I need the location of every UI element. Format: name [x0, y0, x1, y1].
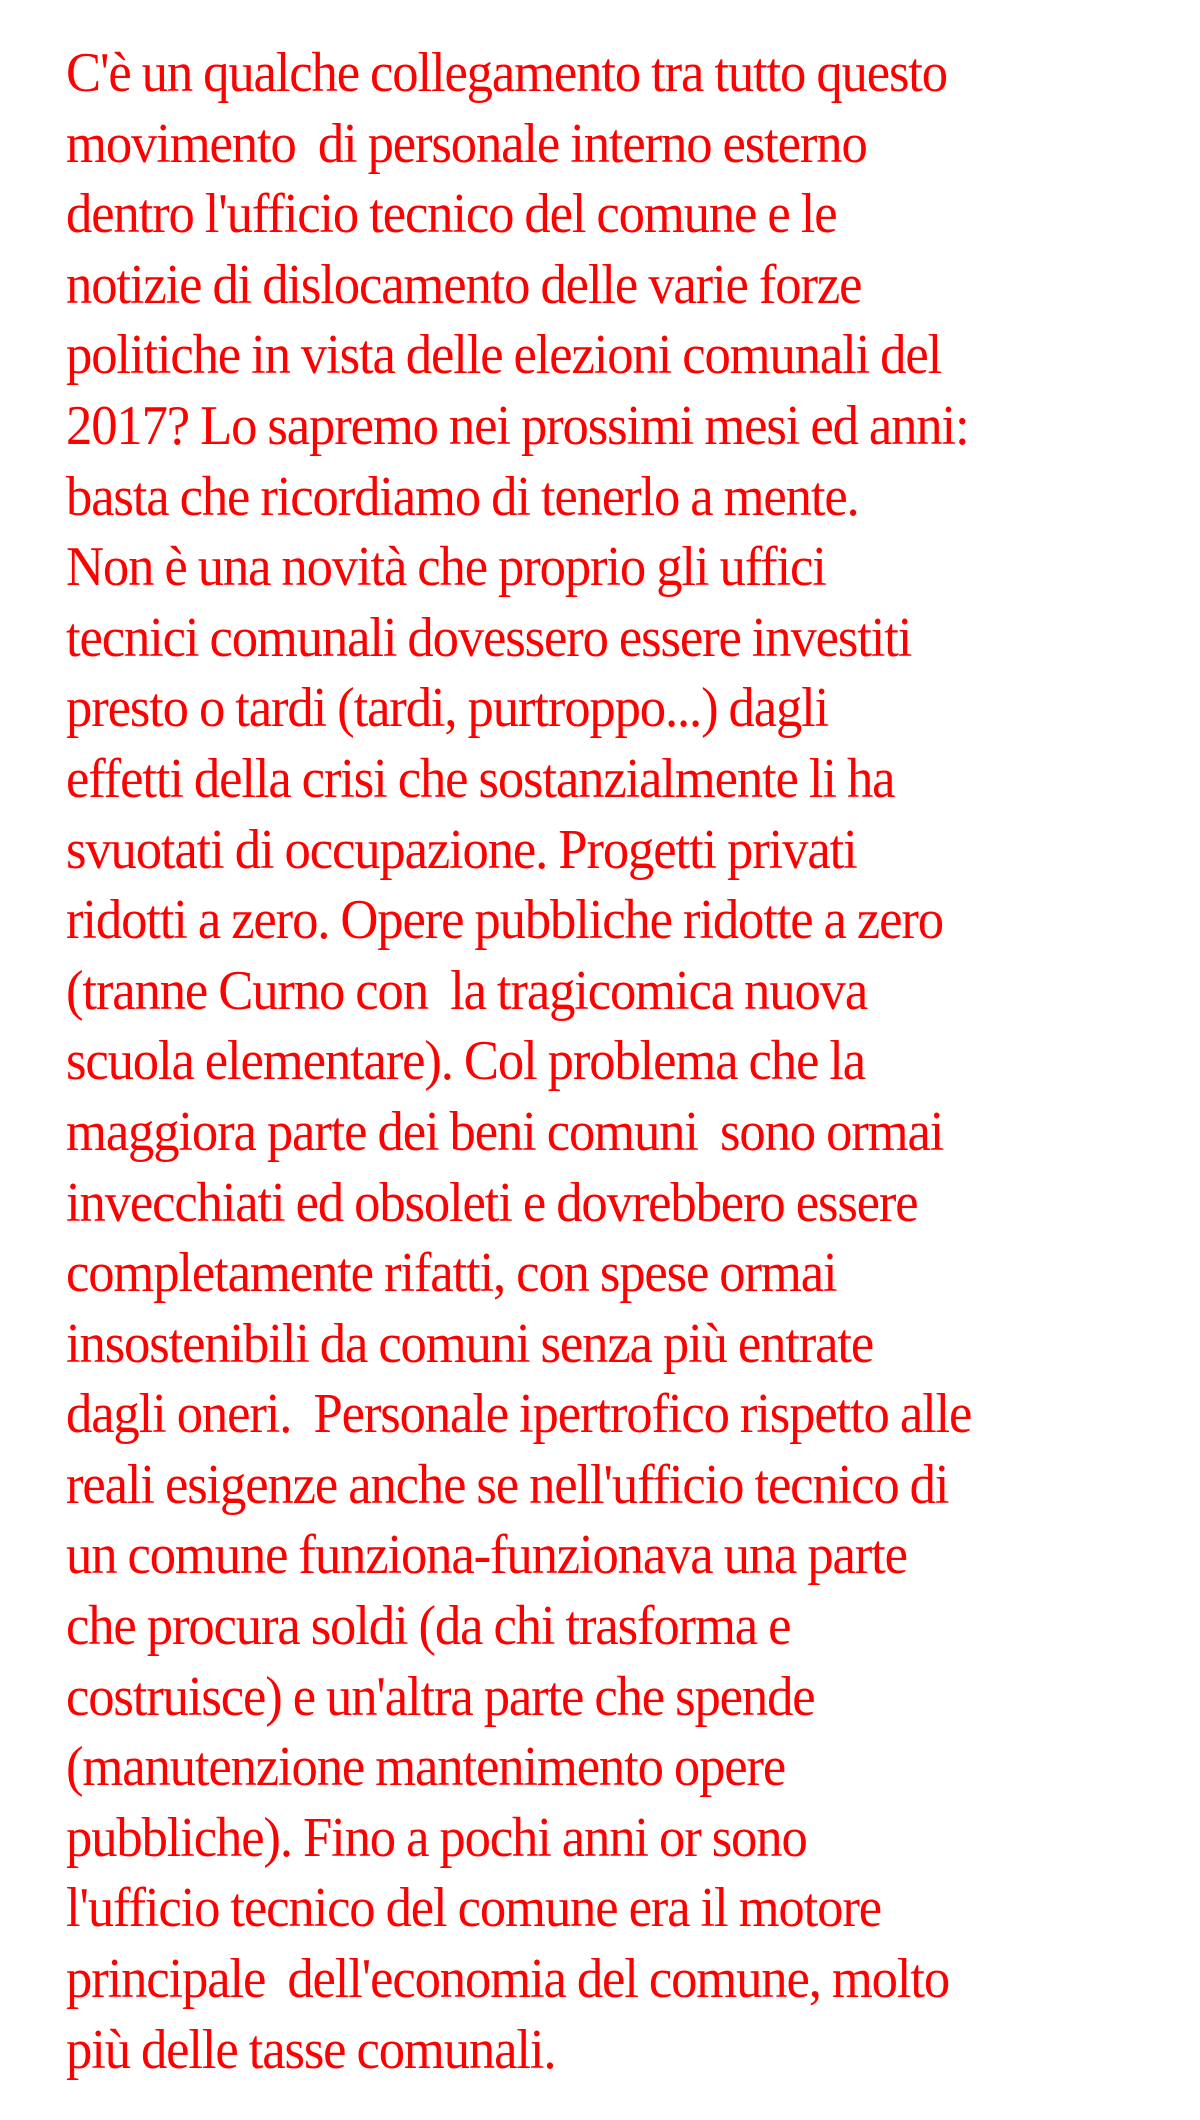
text-line: completamente rifatti, con spese ormai: [66, 1242, 837, 1305]
text-line: tecnici comunali dovessero essere investiti: [66, 606, 912, 669]
text-line: reali esigenze anche se nell'ufficio tecnico di: [66, 1453, 949, 1516]
text-line: presto o tardi (tardi, purtroppo...) dagli: [66, 677, 829, 740]
text-line: più delle tasse comunali.: [66, 2018, 556, 2081]
text-line: Non è una novità che proprio gli uffici: [66, 536, 826, 599]
text-line: effetti della crisi che sostanzialmente li ha: [66, 747, 895, 810]
text-line: notizie di dislocamento delle varie forze: [66, 253, 862, 316]
text-line: che procura soldi (da chi trasforma e: [66, 1595, 791, 1658]
text-line: pubbliche). Fino a pochi anni or sono: [66, 1806, 807, 1869]
text-line: politiche in vista delle elezioni comunali del: [66, 324, 942, 387]
text-line: l'ufficio tecnico del comune era il motore: [66, 1877, 881, 1940]
text-line: basta che ricordiamo di tenerlo a mente.: [66, 465, 859, 528]
text-line: scuola elementare). Col problema che la: [66, 1030, 866, 1093]
text-line: C'è un qualche collegamento tra tutto questo: [66, 42, 948, 104]
text-line: un comune funziona-funzionava una parte: [66, 1524, 907, 1587]
text-line: invecchiati ed obsoleti e dovrebbero essere: [66, 1171, 918, 1234]
text-line: svuotati di occupazione. Progetti privati: [66, 818, 857, 881]
text-line: costruisce) e un'altra parte che spende: [66, 1665, 815, 1728]
text-line: dagli oneri. Personale ipertrofico rispetto alle: [66, 1383, 972, 1446]
body-text: [66, 38, 1119, 2085]
text-line: maggiora parte dei beni comuni sono ormai: [66, 1100, 944, 1163]
text-line: 2017? Lo sapremo nei prossimi mesi ed anni:: [66, 394, 969, 457]
text-line: principale dell'economia del comune, molto: [66, 1948, 950, 2011]
text-line: ridotti a zero. Opere pubbliche ridotte a zero: [66, 889, 943, 952]
text-line: (manutenzione mantenimento opere: [66, 1736, 786, 1799]
text-line: insostenibili da comuni senza più entrate: [66, 1312, 874, 1375]
text-line: (tranne Curno con la tragicomica nuova: [66, 959, 868, 1022]
text-line: movimento di personale interno esterno: [66, 112, 867, 175]
text-line: dentro l'ufficio tecnico del comune e le: [66, 183, 837, 246]
